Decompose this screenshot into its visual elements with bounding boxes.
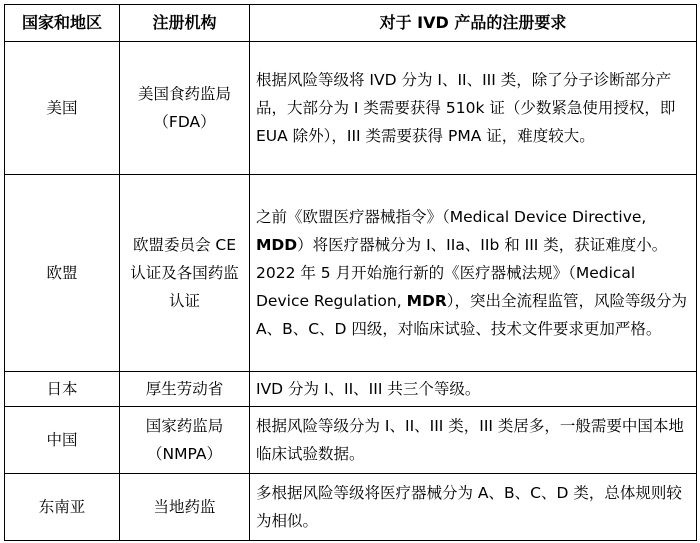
agency-cell: 当地药监 [120,474,250,541]
requirement-cell: IVD 分为 I、II、III 共三个等级。 [250,372,697,407]
table-row [5,175,697,372]
header-agency: 注册机构 [120,5,250,42]
region-cell: 中国 [5,407,120,474]
mdd-abbr: MDD [256,236,298,254]
requirement-cell: 根据风险等级分为 I、II、III 类，III 类居多，一般需要中国本地临床试验数据。 [250,407,697,474]
requirement-text: ）将医疗器械分为 I、IIa、IIb 和 III 类，获证难度小。2022 年 5 月开始施行新的《医疗器械法规》（Medical Device Regulation, [256,236,668,310]
agency-cell: 欧盟委员会 CE 认证及各国药监认证 [120,175,250,372]
header-region: 国家和地区 [5,5,120,42]
table-row [5,372,697,407]
header-row [5,5,697,42]
agency-cell: 厚生劳动省 [120,372,250,407]
requirement-text: ），突出全流程监管，风险等级分为 A、B、C、D 四级，对临床试验、技术文件要求更加严格。 [256,292,688,338]
region-cell: 东南亚 [5,474,120,541]
requirement-cell [250,175,697,372]
header-requirement: 对于 IVD 产品的注册要求 [250,5,697,42]
agency-cell: 国家药监局（NMPA） [120,407,250,474]
agency-cell: 美国食药监局（FDA） [120,42,250,175]
region-cell: 欧盟 [5,175,120,372]
table-row [5,474,697,541]
table-row [5,407,697,474]
requirement-cell: 多根据风险等级将医疗器械分为 A、B、C、D 类，总体规则较为相似。 [250,474,697,541]
requirement-cell: 根据风险等级将 IVD 分为 I、II、III 类，除了分子诊断部分产品，大部分为 I 类需要获得 510k 证（少数紧急使用授权，即 EUA 除外），III 类需要获得 PMA 证，难度较大。 [250,42,697,175]
region-cell: 美国 [5,42,120,175]
requirement-text: 之前《欧盟医疗器械指令》（Medical Device Directive, [256,208,647,226]
region-cell: 日本 [5,372,120,407]
table-row [5,42,697,175]
ivd-registration-table [4,4,697,541]
mdr-abbr: MDR [406,292,447,310]
